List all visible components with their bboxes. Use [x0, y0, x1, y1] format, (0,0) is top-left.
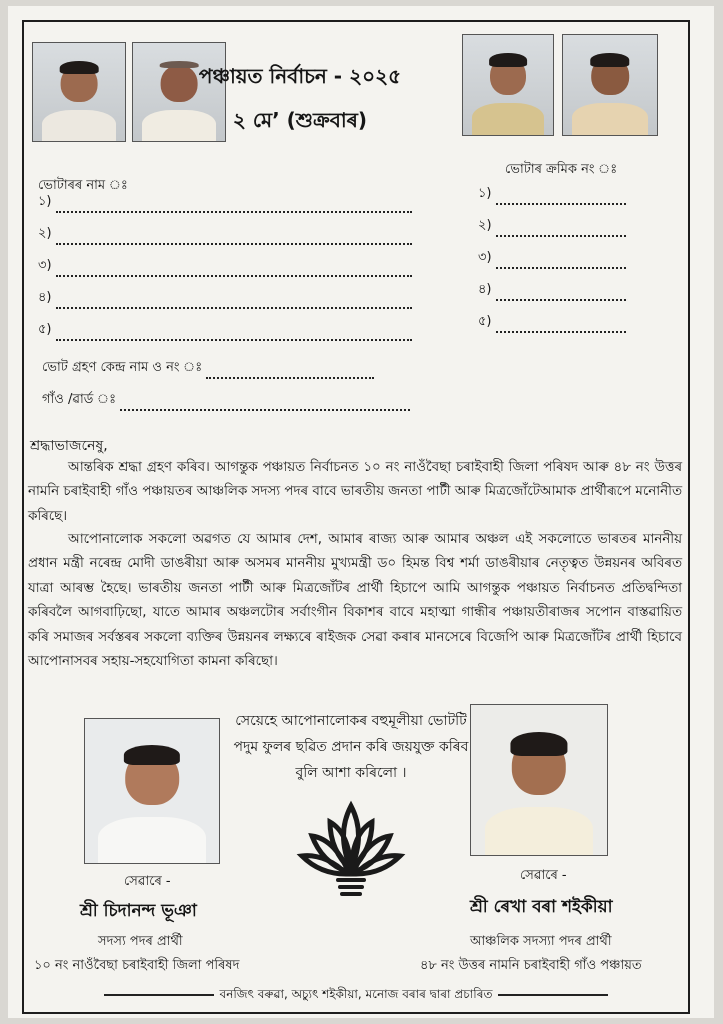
lotus-icon: [296, 800, 406, 900]
vote-appeal: সেয়েহে আপোনালোকৰ বহুমূলীয়া ভোটটি পদুম ফুলৰ ছৱিত প্ৰদান কৰি জয়যুক্ত কৰিব বুলি আশা কৰিলো ।: [233, 713, 469, 781]
candidate-right-name: শ্ৰী ৰেখা বৰা শইকীয়া: [470, 897, 613, 917]
polling-center-label: ভোট গ্ৰহণ কেন্দ্ৰ নাম ও নং ঃ: [42, 360, 203, 375]
voter-serial-blank[interactable]: [496, 287, 626, 301]
voter-serial-row: ৩): [478, 248, 626, 269]
voter-name-row: ৩): [38, 256, 412, 277]
salutation: শ্ৰদ্ধাভাজনেষু,: [30, 438, 108, 454]
candidate-right-role: আঞ্চলিক সদস্যা পদৰ প্ৰাৰ্থী: [470, 934, 612, 949]
footer-publisher: বনজিৎ বৰুৱা, অচ্যুৎ শইকীয়া, মনোজ বৰাৰ দ্বাৰা প্ৰচাৰিত: [219, 987, 493, 1001]
footer-rule-left: [104, 994, 214, 996]
polling-center-blank[interactable]: [206, 365, 374, 379]
voter-name-blank[interactable]: [56, 231, 412, 245]
voter-serial-blank[interactable]: [496, 191, 626, 205]
village-ward-label: গাঁও /ৱাৰ্ড ঃ: [42, 392, 117, 407]
polling-center-row: [42, 358, 374, 379]
voter-name-row: ২): [38, 224, 412, 245]
voter-serial-blank[interactable]: [496, 319, 626, 333]
voter-name-label: ভোটাৰৰ নাম ঃ: [38, 178, 128, 193]
voter-serial-row: ৫): [478, 312, 626, 333]
leader-photo-3: [462, 34, 554, 136]
voter-name-row: ১): [38, 192, 412, 213]
footer-rule-right: [498, 994, 608, 996]
leader-photo-1: [32, 42, 126, 142]
candidate-left-sewa: সেৱাৰে -: [124, 874, 171, 889]
voter-serial-label: ভোটাৰ ক্ৰমিক নং ঃ: [505, 162, 618, 177]
page-title: পঞ্চায়ত নিৰ্বাচন - ২০২৫: [198, 64, 402, 88]
village-ward-blank[interactable]: [120, 397, 410, 411]
village-ward-row: [42, 390, 410, 411]
voter-serial-blank[interactable]: [496, 255, 626, 269]
voter-name-row: ৫): [38, 320, 412, 341]
paragraph-intro: আন্তৰিক শ্ৰদ্ধা গ্ৰহণ কৰিব। আগন্তুক পঞ্চায়ত নিৰ্বাচনত ১০ নং নাওঁবৈছা চৰাইবাহী জিলা পৰিষদ আৰু ৪৮ নং উত্তৰ নামনি চৰাইবাহী গাঁও পঞ্চায়তৰ আঞ্চলিক সদস্য পদৰ বাবে ভাৰতীয় জনতা পাৰ্টী আৰু মিত্ৰজোঁটেআমাক প্ৰাৰ্থীৰূপে মনোনীত কৰিছে।: [28, 460, 682, 524]
voter-name-row: ৪): [38, 288, 412, 309]
footer: [24, 986, 688, 1006]
candidate-left-role: সদস্য পদৰ প্ৰাৰ্থী: [98, 934, 183, 949]
voter-name-blank[interactable]: [56, 327, 412, 341]
voter-serial-row: ৪): [478, 280, 626, 301]
election-date: ২ মে’ (শুক্ৰবাৰ): [232, 108, 368, 132]
paragraph-main: আপোনালোক সকলো অৱগত যে আমাৰ দেশ, আমাৰ ৰাজ্য আৰু আমাৰ অঞ্চল এই সকলোতে ভাৰতৰ মাননীয় প্ৰধান মন্ত্ৰী নৰেন্দ্ৰ মোদী ডাঙৰীয়া আৰু অসমৰ মাননীয় মুখ্যমন্ত্ৰী ড০ হিমন্ত বিশ্ব শৰ্মা ডাঙৰীয়াৰ নেতৃত্বত উন্নয়নৰ অবিৰত যাত্ৰা আৰম্ভ হৈছে। ভাৰতীয় জনতা পাৰ্টী আৰু মিত্ৰজোঁটৰ প্ৰাৰ্থী হিচাপে আমি আগন্তুক পঞ্চায়ত নিৰ্বাচনত প্ৰতিদ্বন্দিতা কৰিবলৈ আগবাঢ়িছো, যাতে আমাৰ অঞ্চলটোৰ সৰ্বাংগীন বিকাশৰ বাবে মহাত্মা গান্ধীৰ পঞ্চায়তীৰাজৰ সপোন বাস্তৱায়িত কৰি সমাজৰ সৰ্বস্তৰৰ সকলো ব্যক্তিৰ উন্নয়নৰ লক্ষ্যৰে ৰাইজক সেৱা কৰাৰ মানসেৰে বিজেপি আৰু মিত্ৰজোঁটৰ প্ৰাৰ্থী হিচাবে আপোনাসবৰ সহায়-সহযোগিতা কামনা কৰিছো।: [28, 532, 682, 670]
leader-photo-4: [562, 34, 658, 136]
candidate-right-photo: [470, 704, 608, 856]
candidate-right-sewa: সেৱাৰে -: [520, 868, 567, 883]
voter-serial-row: ১): [478, 184, 626, 205]
candidate-left-name: শ্ৰী চিদানন্দ ভূঞা: [80, 901, 197, 921]
candidate-left-constituency: ১০ নং নাওঁবৈছা চৰাইবাহী জিলা পৰিষদ: [34, 958, 240, 973]
voter-serial-blank[interactable]: [496, 223, 626, 237]
voter-name-blank[interactable]: [56, 263, 412, 277]
voter-name-blank[interactable]: [56, 295, 412, 309]
voter-name-blank[interactable]: [56, 199, 412, 213]
candidate-left-photo: [84, 718, 220, 864]
voter-serial-row: ২): [478, 216, 626, 237]
candidate-right-constituency: ৪৮ নং উত্তৰ নামনি চৰাইবাহী গাঁও পঞ্চায়ত: [420, 958, 642, 973]
